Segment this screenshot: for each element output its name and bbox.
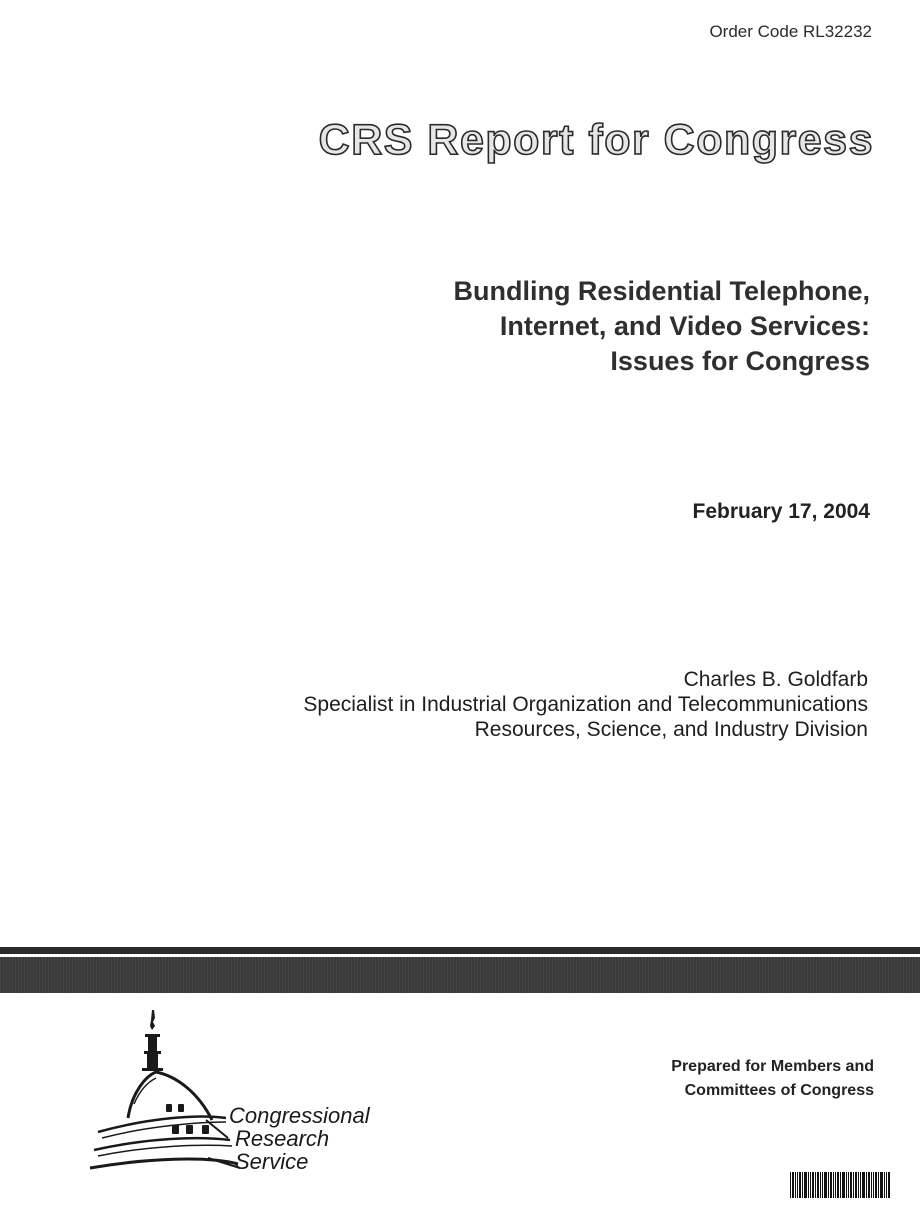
barcode-icon (790, 1172, 890, 1198)
report-subtitle (453, 274, 870, 379)
logo-line: Service (235, 1149, 309, 1174)
prepared-for (671, 1055, 874, 1103)
subtitle-line: Internet, and Video Services: (499, 311, 870, 341)
logo-line: Congressional (229, 1103, 370, 1128)
divider-band (0, 957, 920, 993)
report-title: CRS Report for Congress (318, 116, 874, 164)
author-name: Charles B. Goldfarb (683, 668, 868, 691)
author-position: Specialist in Industrial Organization and Telecommunications (303, 693, 868, 716)
divider-thin (0, 947, 920, 954)
author-block (303, 667, 868, 742)
subtitle-line: Issues for Congress (610, 346, 870, 376)
order-code: Order Code RL32232 (709, 22, 872, 41)
report-date: February 17, 2004 (692, 500, 870, 523)
author-division: Resources, Science, and Industry Division (474, 718, 868, 741)
prepared-line: Committees of Congress (684, 1082, 874, 1099)
prepared-line: Prepared for Members and (671, 1058, 874, 1075)
subtitle-line: Bundling Residential Telephone, (453, 276, 870, 306)
crs-logo-text (229, 1104, 370, 1173)
logo-line: Research (235, 1126, 330, 1151)
